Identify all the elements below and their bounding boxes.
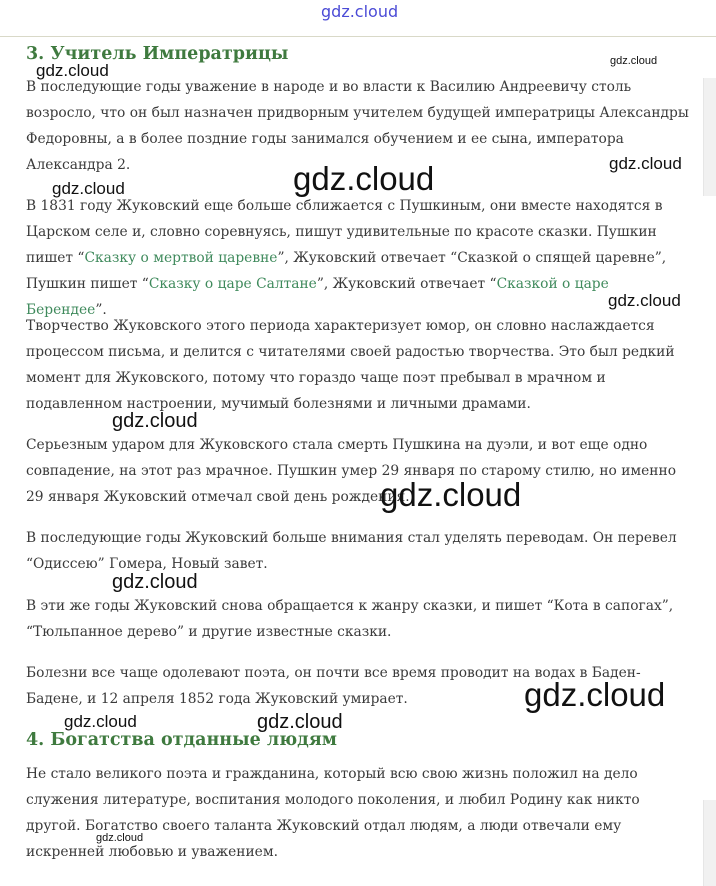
watermark: gdz.cloud xyxy=(96,832,144,844)
watermark: gdz.cloud xyxy=(257,711,343,733)
watermark: gdz.cloud xyxy=(64,712,137,731)
section-title-riches: 4. Богатства отданные людям xyxy=(26,730,337,750)
paragraph-riches: Не стало великого поэта и гражданина, который всю свою жизнь положил на дело служения литературе, воспитания молодого поколения, и любил Родину как никто другой. Богатство своего таланта Жуковский отдал людям, а люди отвечали ему искренней любовью и уважением. xyxy=(26,766,640,860)
paragraph-humor: Творчество Жуковского этого периода характеризует юмор, он словно наслаждается процессом письма, и делится с читателями своей радостью творчества. Это был редкий момент для Жуковского, потому что гораздо чаще поэт пребывал в мрачном и подавленном настроении, мучимый болезнями и личными драмами. xyxy=(26,318,675,412)
paragraph-duel: Серьезным ударом для Жуковского стала смерть Пушкина на дуэли, и вот еще одно совпадение, на этот раз мрачное. Пушкин умер 29 января по старому стилю, но именно 29 января Жуковский отмечал свой день рождения. xyxy=(26,437,677,505)
paragraph-death: Болезни все чаще одолевают поэта, он почти все время проводит на водах в Баден-Бадене, и 12 апреля 1852 года Жуковский умирает. xyxy=(26,665,641,707)
watermark: gdz.cloud xyxy=(609,154,682,173)
watermark: gdz.cloud xyxy=(112,571,198,593)
link-tsar-saltan[interactable]: Сказку о царе Салтане xyxy=(148,276,317,292)
paragraph-text: ”. xyxy=(95,302,107,318)
watermark: gdz.cloud xyxy=(112,410,198,432)
watermark: gdz.cloud xyxy=(610,55,658,67)
watermark: gdz.cloud xyxy=(36,61,109,80)
paragraph-text: В 1831 году Жуковский еще больше сближается с Пушкиным, они вместе находятся в Царском селе и, словно соревнуясь, пишут удивительные по красоте сказки. Пушкин пишет “ xyxy=(26,198,663,266)
watermark: gdz.cloud xyxy=(524,676,666,713)
link-dead-princess[interactable]: Сказку о мертвой царевне xyxy=(84,250,278,266)
paragraph-pushkin xyxy=(26,193,691,323)
watermark: gdz.cloud xyxy=(380,476,522,513)
paragraph-teacher: В последующие годы уважение в народе и во власти к Василию Андреевичу столь возросло, что он был назначен придворным учителем будущей императрицы Александры Федоровны, а в более поздние годы занимался обучением и ее сына, императора Александра 2. xyxy=(26,79,689,173)
side-tab[interactable] xyxy=(703,78,716,196)
paragraph-text: ”, Жуковский отвечает “ xyxy=(316,276,497,292)
site-logo[interactable]: gdz.cloud xyxy=(321,2,399,21)
header-divider xyxy=(0,36,716,37)
paragraph-fairytales: В эти же годы Жуковский снова обращается к жанру сказки, и пишет “Кота в сапогах”, “Тюльпанное дерево” и другие известные сказки. xyxy=(26,598,674,640)
watermark: gdz.cloud xyxy=(293,160,435,197)
watermark: gdz.cloud xyxy=(608,291,681,310)
side-tab-lower[interactable] xyxy=(703,800,716,886)
section-title-teacher: 3. Учитель Императрицы xyxy=(26,44,289,64)
paragraph-text: ”, Жуковский отвечает “Сказкой о спящей царевне”, Пушкин пишет “ xyxy=(26,250,667,292)
paragraph-translations: В последующие годы Жуковский больше внимания стал уделять переводам. Он перевел “Одиссею” Гомера, Новый завет. xyxy=(26,530,677,572)
link-tsar-berendey[interactable]: Сказкой о царе Берендее xyxy=(26,276,609,318)
watermark: gdz.cloud xyxy=(52,179,125,198)
